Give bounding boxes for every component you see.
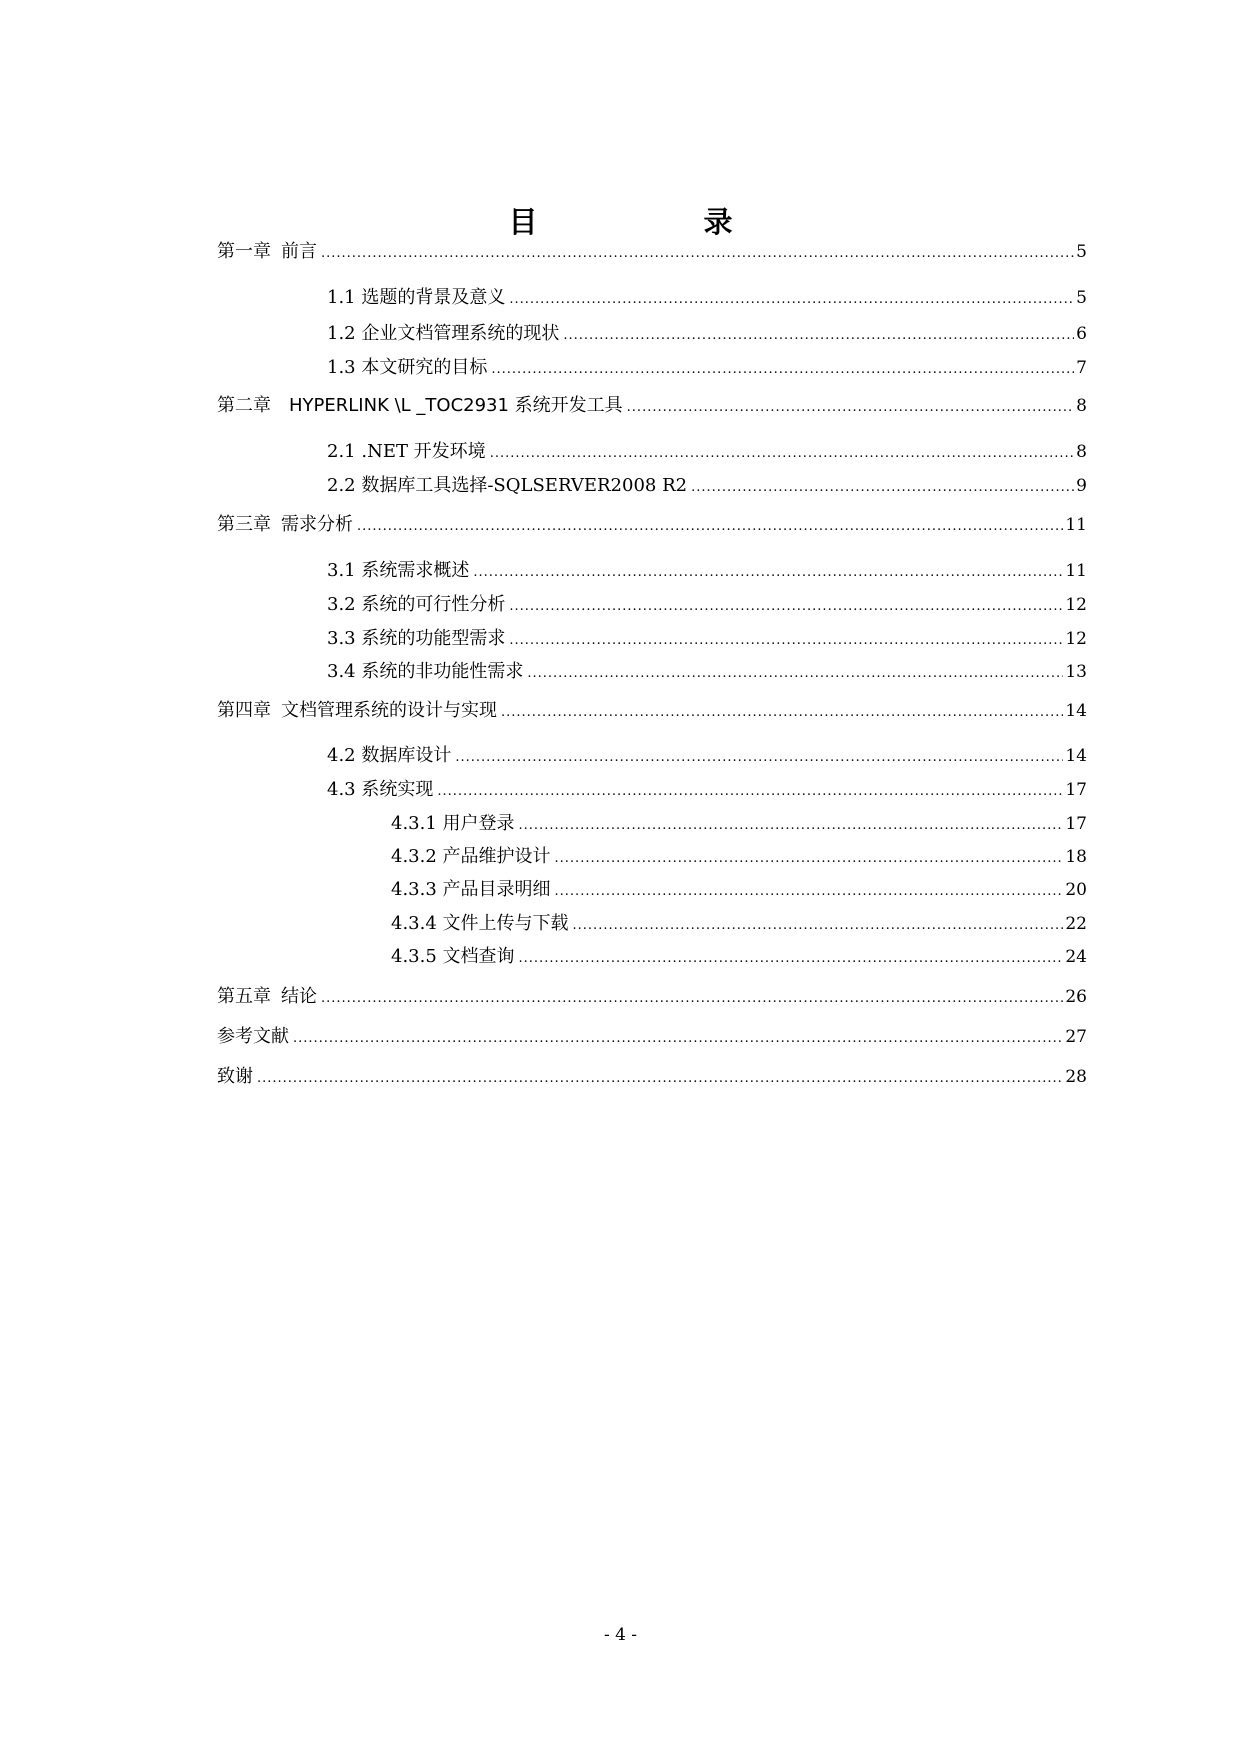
toc-page-number: 12: [1065, 629, 1087, 649]
toc-entry-section-3-3[interactable]: [327, 627, 1087, 653]
toc-entry-label: [217, 513, 353, 537]
dot-leader: [257, 1067, 1063, 1091]
toc-entry-label: 4.3.4 文件上传与下载: [391, 913, 569, 934]
toc-entry-label: 致谢: [217, 1066, 253, 1087]
toc-entry-label: 3.1 系统需求概述: [327, 560, 470, 581]
toc-page-number: 24: [1065, 947, 1087, 967]
chapter-title: 前言: [281, 241, 317, 262]
toc-page-number: 8: [1076, 442, 1087, 462]
dot-leader: [321, 242, 1074, 266]
dot-leader: [527, 662, 1063, 686]
toc-entry-label: [217, 699, 497, 723]
toc-entry-label: 3.4 系统的非功能性需求: [327, 661, 524, 682]
toc-entry-section-2-2[interactable]: [327, 474, 1087, 500]
dot-leader: [491, 358, 1074, 382]
dot-leader: [321, 987, 1063, 1011]
toc-entry-label: 3.2 系统的可行性分析: [327, 594, 506, 615]
toc-entry-label: 4.3.5 文档查询: [391, 946, 515, 967]
chapter-number: 第一章: [217, 241, 271, 262]
toc-entry-label: 2.2 数据库工具选择-SQLSERVER2008 R2: [327, 475, 688, 496]
dot-leader: [455, 746, 1063, 770]
toc-entry-acknowledgements[interactable]: [217, 1065, 1087, 1091]
dot-leader: [509, 595, 1063, 619]
toc-page-number: 20: [1065, 880, 1087, 900]
toc-page-number: 17: [1065, 814, 1087, 834]
chapter-number: 第三章: [217, 514, 271, 535]
toc-entry-chapter-1[interactable]: [217, 240, 1087, 266]
toc-page-number: 28: [1065, 1067, 1087, 1087]
toc-entry-label: 4.3.3 产品目录明细: [391, 879, 551, 900]
toc-page-number: 14: [1065, 746, 1087, 766]
dot-leader: [473, 561, 1063, 585]
dot-leader: [555, 880, 1064, 904]
toc-entry-section-4-3-2[interactable]: [391, 845, 1087, 871]
chapter-title: 文档管理系统的设计与实现: [281, 700, 497, 721]
toc-entry-label: [217, 394, 623, 418]
toc-page-number: 13: [1065, 662, 1087, 682]
chapter-title: 需求分析: [281, 514, 353, 535]
toc-entry-chapter-2[interactable]: [217, 394, 1087, 420]
dot-leader: [509, 629, 1063, 653]
dot-leader: [519, 947, 1064, 971]
toc-page-number: 11: [1065, 515, 1087, 535]
dot-leader: [573, 914, 1064, 938]
dot-leader: [437, 780, 1063, 804]
toc-entry-label: [217, 240, 317, 264]
toc-entry-label: 参考文献: [217, 1026, 289, 1047]
toc-entry-section-1-3[interactable]: [327, 356, 1087, 382]
chapter-title: HYPERLINK \L _TOC2931 系统开发工具: [289, 395, 623, 416]
dot-leader: [691, 476, 1074, 500]
toc-entry-section-4-3-1[interactable]: [391, 812, 1087, 838]
toc-entry-label: 1.3 本文研究的目标: [327, 357, 488, 378]
toc-entry-section-4-3[interactable]: [327, 778, 1087, 804]
dot-leader: [357, 515, 1063, 539]
toc-entry-section-3-1[interactable]: [327, 559, 1087, 585]
toc-page-number: 9: [1076, 476, 1087, 496]
toc-entry-section-1-2[interactable]: [327, 322, 1087, 348]
toc-page-number: 12: [1065, 595, 1087, 615]
toc-entry-label: 4.3.1 用户登录: [391, 813, 515, 834]
dot-leader: [501, 701, 1063, 725]
toc-entry-references[interactable]: [217, 1025, 1087, 1051]
toc-page-number: 26: [1065, 987, 1087, 1007]
toc-entry-label: 3.3 系统的功能型需求: [327, 628, 506, 649]
toc-entry-section-4-3-3[interactable]: [391, 878, 1087, 904]
toc-page-number: 22: [1065, 914, 1087, 934]
chapter-title: 结论: [281, 986, 317, 1007]
toc-entry-section-3-2[interactable]: [327, 593, 1087, 619]
toc-entry-section-4-3-5[interactable]: [391, 945, 1087, 971]
toc-entry-label: 2.1 .NET 开发环境: [327, 441, 486, 462]
toc-entry-chapter-4[interactable]: [217, 699, 1087, 725]
toc-entry-section-3-4[interactable]: [327, 660, 1087, 686]
toc-entry-label: 4.3.2 产品维护设计: [391, 846, 551, 867]
toc-entry-section-4-3-4[interactable]: [391, 912, 1087, 938]
toc-title: 目 录: [508, 205, 769, 239]
toc-entry-label: 1.2 企业文档管理系统的现状: [327, 323, 560, 344]
dot-leader: [555, 847, 1064, 871]
dot-leader: [627, 396, 1075, 420]
toc-entry-section-4-2[interactable]: [327, 744, 1087, 770]
dot-leader: [509, 288, 1074, 312]
toc-page-number: 8: [1076, 396, 1087, 416]
toc-page-number: 17: [1065, 780, 1087, 800]
chapter-number: 第四章: [217, 700, 271, 721]
dot-leader: [519, 814, 1064, 838]
chapter-number: 第五章: [217, 986, 271, 1007]
toc-entry-section-1-1[interactable]: [327, 286, 1087, 312]
dot-leader: [490, 442, 1074, 466]
toc-page-number: 5: [1076, 288, 1087, 308]
toc-page-number: 6: [1076, 324, 1087, 344]
toc-page-number: 14: [1065, 701, 1087, 721]
toc-page-number: 11: [1065, 561, 1087, 581]
toc-page-number: 18: [1065, 847, 1087, 867]
toc-entry-label: [217, 985, 317, 1009]
page-number-footer: - 4 -: [603, 1625, 638, 1645]
toc-entry-chapter-3[interactable]: [217, 513, 1087, 539]
toc-page-number: 27: [1065, 1027, 1087, 1047]
toc-entry-label: 4.2 数据库设计: [327, 745, 452, 766]
toc-entry-section-2-1[interactable]: [327, 440, 1087, 466]
toc-entry-label: 4.3 系统实现: [327, 779, 434, 800]
toc-page-number: 7: [1076, 358, 1087, 378]
chapter-number: 第二章: [217, 395, 271, 416]
toc-entry-chapter-5[interactable]: [217, 985, 1087, 1011]
dot-leader: [563, 324, 1074, 348]
dot-leader: [293, 1027, 1063, 1051]
toc-entry-label: 1.1 选题的背景及意义: [327, 287, 506, 308]
toc-page-number: 5: [1076, 242, 1087, 262]
